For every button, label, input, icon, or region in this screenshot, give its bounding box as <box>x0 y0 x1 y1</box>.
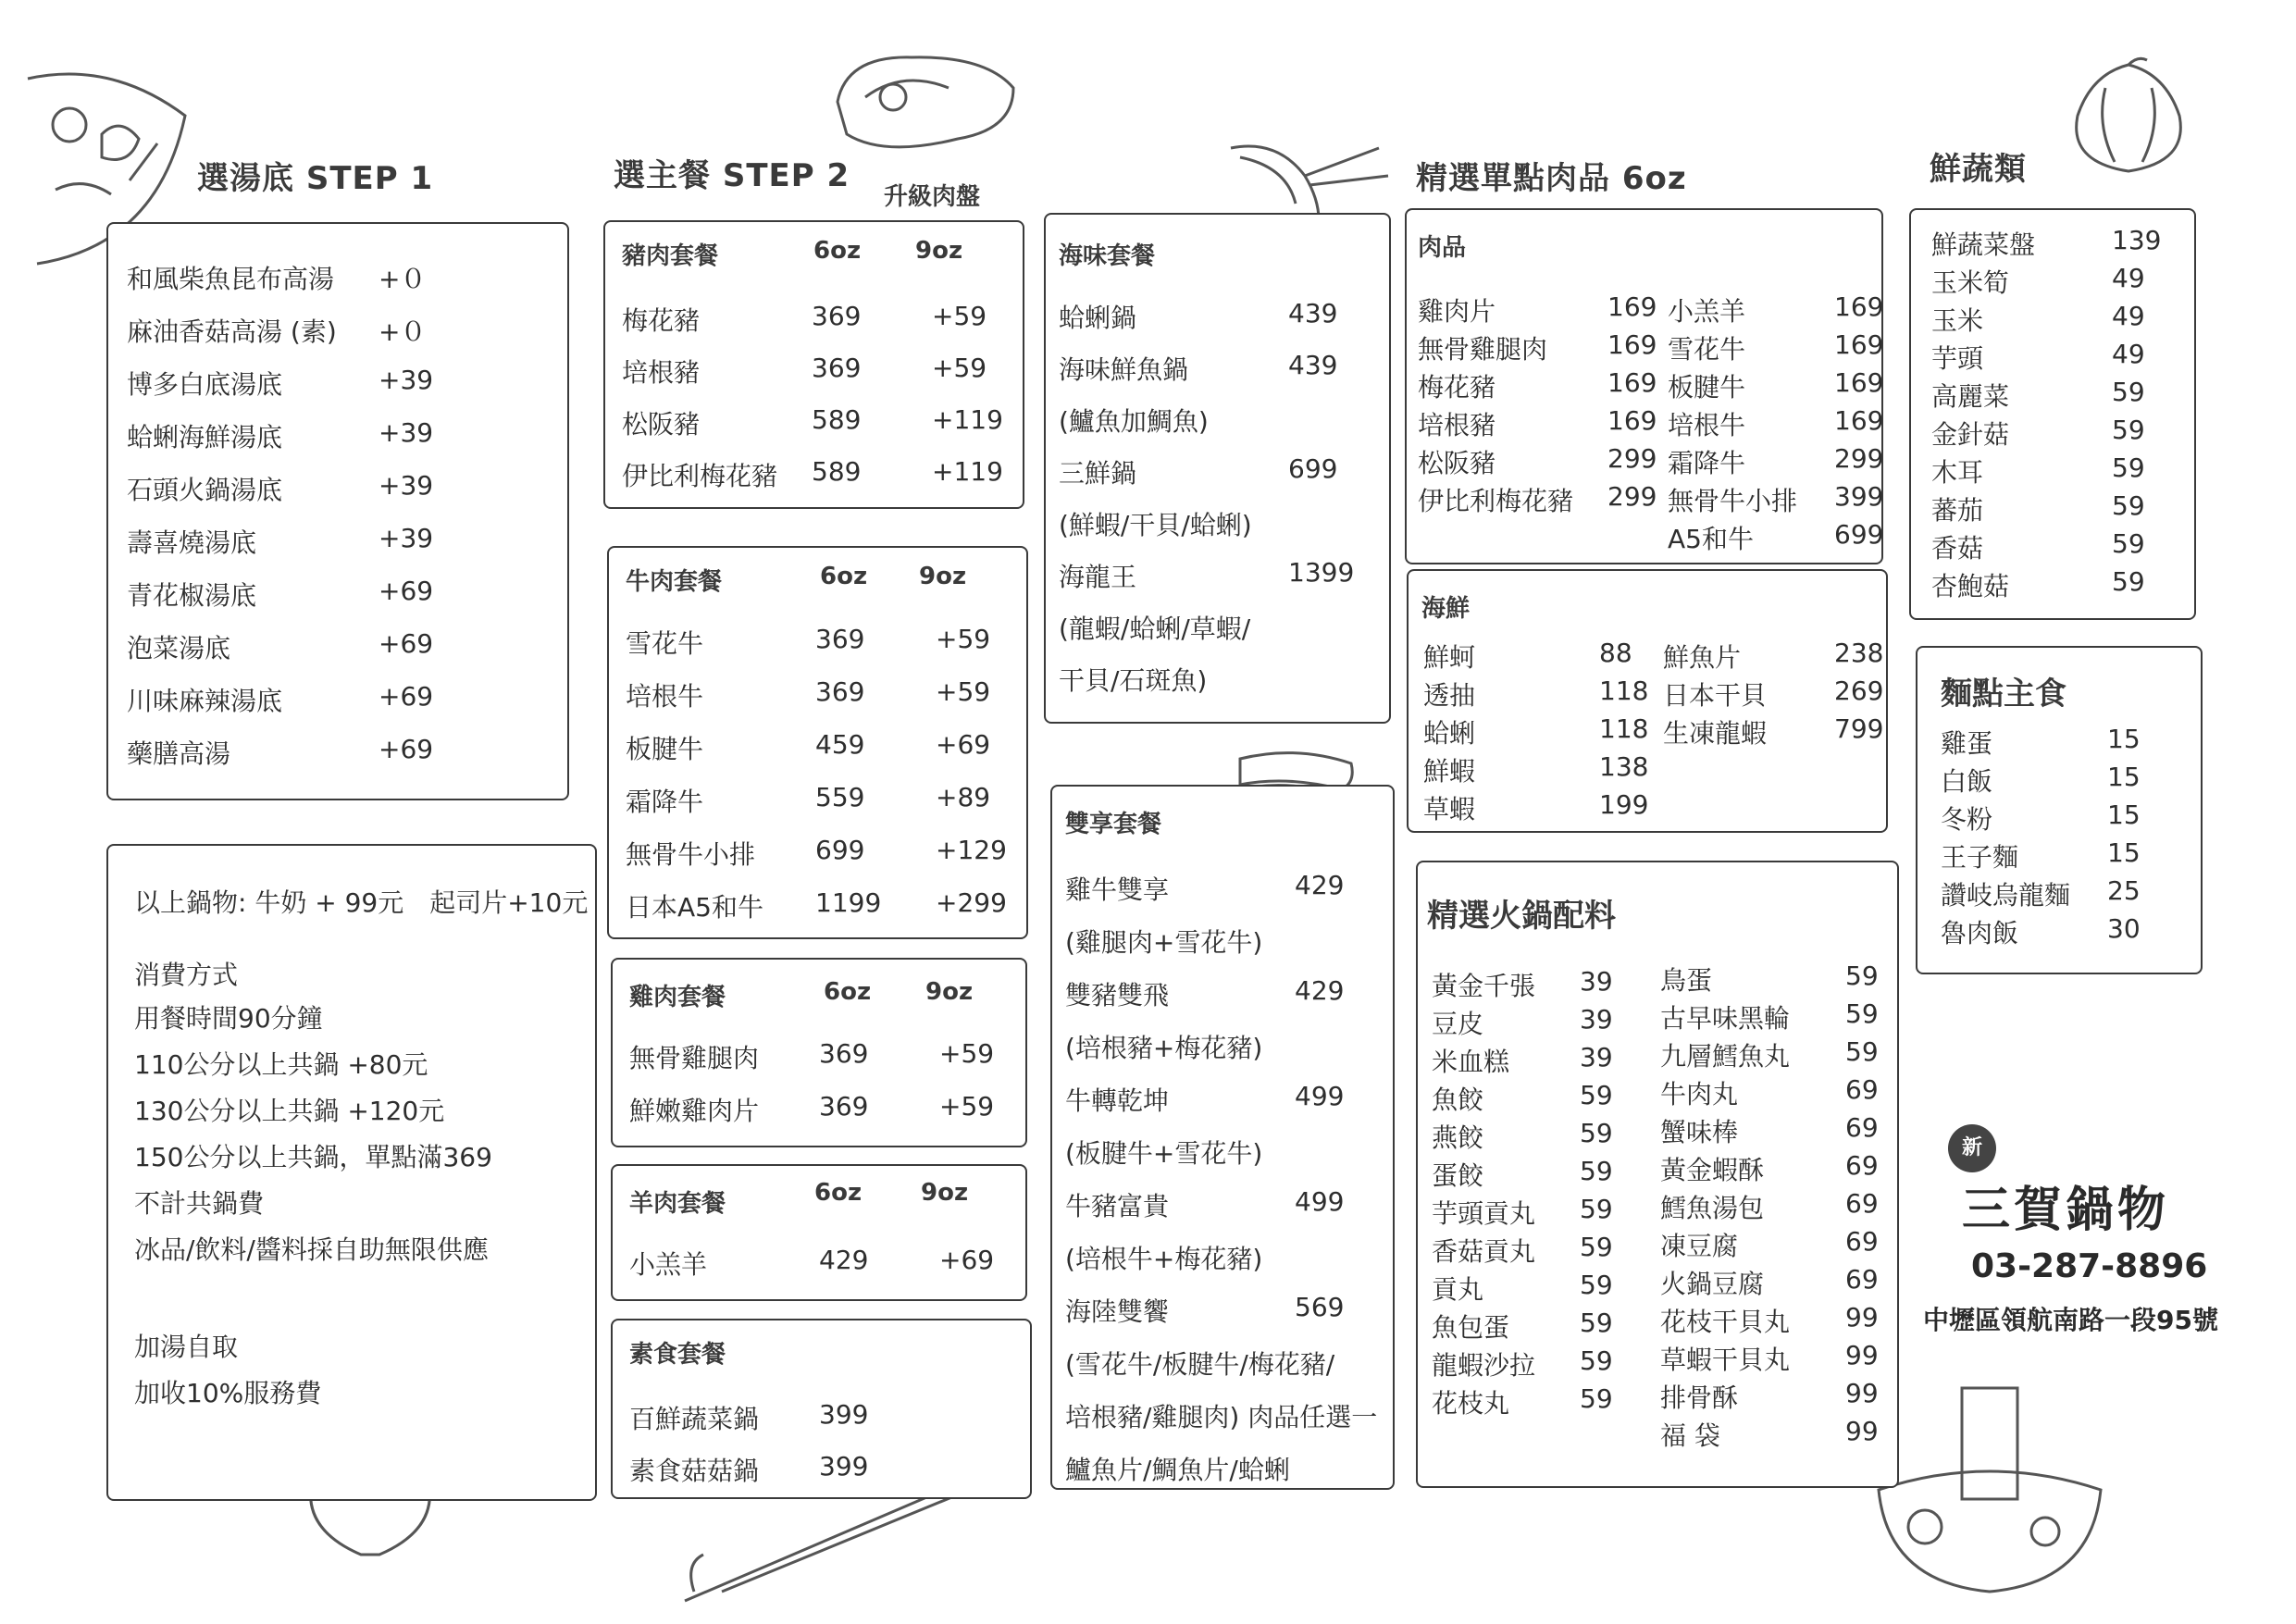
note-service-charge: 加收10%服務費 <box>134 1378 322 1408</box>
staples-title: 麵點主食 <box>1941 676 2066 713</box>
item-price: 499 <box>1295 1081 1345 1111</box>
pork-6oz-header: 6oz <box>813 237 862 265</box>
note-toppings: 以上鍋物: 牛奶 + 99元 起司片+10元 <box>134 887 589 918</box>
item-price: 99 <box>1845 1302 1879 1333</box>
item-price: 269 <box>1834 676 1884 706</box>
veg-set-panel <box>611 1319 1032 1499</box>
price-9oz: +59 <box>936 676 991 707</box>
item-name: 雞牛雙享 <box>1065 874 1170 905</box>
item-name: 草蝦 <box>1423 794 1476 824</box>
lamb-set-panel <box>611 1164 1027 1301</box>
item-name: 魚包蛋 <box>1432 1312 1510 1343</box>
item-name: 九層鱈魚丸 <box>1660 1041 1791 1072</box>
seafood-set-title: 海味套餐 <box>1059 242 1156 270</box>
item-price: 118 <box>1599 713 1649 744</box>
soup-name: 壽喜燒湯底 <box>127 527 257 558</box>
soup-price: +０ <box>379 316 427 347</box>
item-price: 299 <box>1607 481 1657 512</box>
soup-price: +69 <box>379 734 434 764</box>
item-price: 59 <box>1580 1156 1613 1186</box>
item-price: 59 <box>2112 566 2145 597</box>
price-6oz: 369 <box>812 301 862 331</box>
item-price: 169 <box>1607 291 1657 322</box>
item-name: 板腱牛 <box>1668 372 1746 403</box>
item-price: 59 <box>1580 1080 1613 1110</box>
item-name: 海龍王 <box>1059 562 1137 592</box>
soup-price: +69 <box>379 681 434 712</box>
item-name: (培根牛+梅花豬) <box>1065 1244 1263 1274</box>
note-dining-time: 用餐時間90分鐘 <box>134 1003 323 1034</box>
item-price: 299 <box>1834 443 1884 474</box>
item-price: 69 <box>1845 1188 1879 1219</box>
item-price: 88 <box>1599 638 1632 668</box>
price-9oz: +59 <box>936 624 991 654</box>
price-9oz: +299 <box>936 887 1007 918</box>
item-name: 魚餃 <box>1432 1085 1484 1115</box>
item-name: 霜降牛 <box>626 787 704 817</box>
item-name: A5和牛 <box>1668 524 1754 554</box>
item-price: 30 <box>2107 913 2141 944</box>
item-name: 松阪豬 <box>1418 448 1496 478</box>
item-price: 699 <box>1288 453 1338 484</box>
item-price: 169 <box>1607 329 1657 360</box>
item-name: 小羔羊 <box>1668 296 1746 327</box>
item-name: (鱸魚加鯛魚) <box>1059 406 1209 437</box>
item-name: 鮮嫩雞肉片 <box>629 1096 760 1126</box>
item-name: 燕餃 <box>1432 1122 1484 1153</box>
item-name: (雞腿肉+雪花牛) <box>1065 927 1263 958</box>
item-price: 238 <box>1834 638 1884 668</box>
item-price: 69 <box>1845 1074 1879 1105</box>
item-price: 59 <box>2112 377 2145 407</box>
item-name: 鱸魚片/鯛魚片/蛤蜊 <box>1065 1455 1290 1485</box>
ala-carte-title: 精選單點肉品 6oz <box>1416 160 1687 197</box>
soup-name: 青花椒湯底 <box>127 580 257 611</box>
item-name: 鳥蛋 <box>1660 965 1713 996</box>
item-name: 蕃茄 <box>1931 495 1984 526</box>
price-6oz: 459 <box>815 729 865 760</box>
soup-price: +69 <box>379 576 434 606</box>
item-name: 草蝦干貝丸 <box>1660 1345 1791 1375</box>
item-price: 39 <box>1580 1004 1613 1035</box>
item-name: 素食菇菇鍋 <box>629 1456 760 1486</box>
item-name: 魯肉飯 <box>1941 918 2019 948</box>
item-name: 伊比利梅花豬 <box>622 461 778 491</box>
item-name: 玉米筍 <box>1931 267 2010 298</box>
item-name: 黃金千張 <box>1432 971 1536 1001</box>
price-9oz: +59 <box>939 1038 995 1069</box>
item-name: 日本干貝 <box>1663 680 1768 711</box>
item-price: 1399 <box>1288 557 1355 588</box>
item-price: 59 <box>1845 1036 1879 1067</box>
item-name: 福 袋 <box>1660 1420 1720 1451</box>
item-name: 雪花牛 <box>1668 334 1746 365</box>
item-name: 牛肉丸 <box>1660 1079 1739 1110</box>
item-price: 99 <box>1845 1340 1879 1370</box>
item-name: 米血糕 <box>1432 1047 1510 1077</box>
item-price: 59 <box>1580 1118 1613 1148</box>
upgrade-label: 升級肉盤 <box>884 183 981 211</box>
note-130cm: 130公分以上共鍋 +120元 <box>134 1096 445 1126</box>
item-price: 59 <box>1845 961 1879 991</box>
main-section-title: 選主餐 STEP 2 <box>614 157 850 194</box>
item-name: 蛋餃 <box>1432 1160 1484 1191</box>
new-badge: 新 <box>1948 1124 1996 1172</box>
beef-set-title: 牛肉套餐 <box>626 568 723 596</box>
item-name: (培根豬+梅花豬) <box>1065 1033 1263 1063</box>
ingredients-panel <box>1416 861 1899 1488</box>
item-price: 169 <box>1834 405 1884 436</box>
item-name: 讚岐烏龍麵 <box>1941 880 2071 911</box>
item-name: 松阪豬 <box>622 409 701 440</box>
item-name: (板腱牛+雪花牛) <box>1065 1138 1263 1169</box>
item-price: 199 <box>1599 789 1649 820</box>
item-name: 木耳 <box>1931 457 1984 488</box>
item-price: 429 <box>1295 870 1345 900</box>
pork-set-panel <box>603 220 1024 509</box>
item-price: 59 <box>1580 1232 1613 1262</box>
item-name: 凍豆腐 <box>1660 1231 1739 1261</box>
item-name: 鮮蝦 <box>1423 756 1476 787</box>
item-price: 69 <box>1845 1112 1879 1143</box>
store-phone: 03-287-8896 <box>1971 1247 2208 1285</box>
steak-icon <box>828 46 1023 157</box>
item-name: 冬粉 <box>1941 804 1993 835</box>
item-price: 39 <box>1580 966 1613 997</box>
item-name: 香菇貢丸 <box>1432 1236 1536 1267</box>
item-price: 49 <box>2112 263 2145 293</box>
item-price: 569 <box>1295 1292 1345 1322</box>
item-price: 69 <box>1845 1226 1879 1257</box>
item-name: 鮮魚片 <box>1663 642 1742 673</box>
item-name: 鱈魚湯包 <box>1660 1193 1765 1223</box>
ingredients-title: 精選火鍋配料 <box>1427 898 1616 935</box>
soup-name: 石頭火鍋湯底 <box>127 475 283 505</box>
price-9oz: +119 <box>932 456 1003 487</box>
item-name: 三鮮鍋 <box>1059 458 1137 489</box>
item-price: 499 <box>1295 1186 1345 1217</box>
item-price: 138 <box>1599 751 1649 782</box>
veggies-title: 鮮蔬類 <box>1930 151 2027 188</box>
price-6oz: 559 <box>815 782 865 812</box>
item-price: 169 <box>1834 291 1884 322</box>
item-name: 花枝干貝丸 <box>1660 1307 1791 1337</box>
item-name: 貢丸 <box>1432 1274 1484 1305</box>
staples-panel <box>1916 646 2203 974</box>
chicken-6oz-header: 6oz <box>824 978 872 1006</box>
item-name: (龍蝦/蛤蜊/草蝦/ <box>1059 614 1251 644</box>
item-price: 59 <box>1580 1345 1613 1376</box>
item-name: 龍蝦沙拉 <box>1432 1350 1536 1381</box>
item-name: 海味鮮魚鍋 <box>1059 354 1189 385</box>
soup-price: +69 <box>379 628 434 659</box>
item-name: 培根豬/雞腿肉) 肉品任選一 <box>1065 1402 1378 1432</box>
onion-icon <box>2059 51 2198 180</box>
price-6oz: 369 <box>819 1091 869 1122</box>
pork-set-title: 豬肉套餐 <box>622 242 719 270</box>
item-price: 799 <box>1834 713 1884 744</box>
item-price: 59 <box>2112 415 2145 445</box>
meat-panel <box>1405 208 1883 564</box>
item-name: 金針菇 <box>1931 419 2010 450</box>
item-price: 99 <box>1845 1416 1879 1446</box>
soup-price: +０ <box>379 264 427 294</box>
item-price: 15 <box>2107 837 2141 868</box>
item-price: 49 <box>2112 301 2145 331</box>
item-name: (雪花牛/板腱牛/梅花豬/ <box>1065 1349 1335 1380</box>
item-name: 高麗菜 <box>1931 381 2010 412</box>
chicken-set-panel <box>611 958 1027 1147</box>
item-name: 培根牛 <box>626 681 704 712</box>
soup-name: 博多白底湯底 <box>127 369 283 400</box>
price-6oz: 699 <box>815 835 865 865</box>
soup-price: +39 <box>379 523 434 553</box>
item-name: 雞蛋 <box>1941 728 1993 759</box>
item-name: 牛轉乾坤 <box>1065 1085 1170 1116</box>
double-set-title: 雙享套餐 <box>1065 811 1162 838</box>
item-price: 439 <box>1288 298 1338 329</box>
soup-panel <box>106 222 569 800</box>
item-name: 雙豬雙飛 <box>1065 980 1170 1010</box>
item-name: 小羔羊 <box>629 1249 708 1280</box>
item-name: 板腱牛 <box>626 734 704 764</box>
item-name: 牛豬富貴 <box>1065 1191 1170 1221</box>
item-price: 59 <box>1580 1383 1613 1414</box>
item-name: 培根豬 <box>622 357 701 388</box>
price-9oz: +59 <box>939 1091 995 1122</box>
item-name: 火鍋豆腐 <box>1660 1269 1765 1299</box>
item-name: 無骨雞腿肉 <box>629 1043 760 1073</box>
item-price: 299 <box>1607 443 1657 474</box>
item-name: 排骨酥 <box>1660 1382 1739 1413</box>
lamb-9oz-header: 9oz <box>921 1179 969 1207</box>
price-6oz: 1199 <box>815 887 882 918</box>
price-9oz: +59 <box>932 301 987 331</box>
item-name: 黃金蝦酥 <box>1660 1155 1765 1185</box>
item-name: 培根牛 <box>1668 410 1746 440</box>
item-name: 王子麵 <box>1941 842 2019 873</box>
item-price: 169 <box>1834 329 1884 360</box>
price-9oz: +129 <box>936 835 1007 865</box>
item-name: 雪花牛 <box>626 628 704 659</box>
beef-6oz-header: 6oz <box>820 563 868 590</box>
item-name: 古早味黑輪 <box>1660 1003 1791 1034</box>
note-consumption-heading: 消費方式 <box>134 960 239 990</box>
meat-label: 肉品 <box>1418 234 1467 262</box>
price-9oz: +59 <box>932 353 987 383</box>
item-price: 399 <box>819 1451 869 1481</box>
store-address: 中壢區領航南路一段95號 <box>1923 1305 2218 1335</box>
price-9oz: +119 <box>932 404 1003 435</box>
item-name: 無骨牛小排 <box>626 839 756 870</box>
seafood-ala-carte-panel <box>1407 569 1888 833</box>
item-name: 花枝丸 <box>1432 1388 1510 1419</box>
item-price: 15 <box>2107 724 2141 754</box>
item-price: 169 <box>1834 367 1884 398</box>
item-name: 香菇 <box>1931 533 1984 564</box>
item-name: 蛤蜊鍋 <box>1059 303 1137 333</box>
item-price: 15 <box>2107 800 2141 830</box>
beef-9oz-header: 9oz <box>919 563 967 590</box>
price-6oz: 369 <box>812 353 862 383</box>
soup-name: 川味麻辣湯底 <box>127 686 283 716</box>
item-name: 干貝/石斑魚) <box>1059 665 1208 696</box>
soup-price: +39 <box>379 417 434 448</box>
note-soup-refill: 加湯自取 <box>134 1332 239 1362</box>
pork-9oz-header: 9oz <box>915 237 963 265</box>
item-name: 芋頭 <box>1931 343 1984 374</box>
veg-set-title: 素食套餐 <box>629 1341 726 1369</box>
price-6oz: 369 <box>819 1038 869 1069</box>
chicken-9oz-header: 9oz <box>925 978 974 1006</box>
item-price: 99 <box>1845 1378 1879 1408</box>
item-name: 梅花豬 <box>622 305 701 336</box>
veggies-panel <box>1909 208 2196 620</box>
price-9oz: +69 <box>939 1245 995 1275</box>
item-price: 69 <box>1845 1264 1879 1295</box>
note-no-share-fee: 不計共鍋費 <box>134 1188 265 1219</box>
note-110cm: 110公分以上共鍋 +80元 <box>134 1049 428 1080</box>
beef-set-panel <box>607 546 1028 939</box>
item-price: 69 <box>1845 1150 1879 1181</box>
item-name: 無骨雞腿肉 <box>1418 334 1548 365</box>
item-price: 25 <box>2107 875 2141 906</box>
item-name: 日本A5和牛 <box>626 892 763 923</box>
double-set-panel <box>1050 785 1395 1490</box>
soup-section-title: 選湯底 STEP 1 <box>197 160 434 197</box>
item-name: 豆皮 <box>1432 1009 1484 1039</box>
item-name: 雞肉片 <box>1418 296 1496 327</box>
price-6oz: 589 <box>812 456 862 487</box>
item-name: 白飯 <box>1941 766 1993 797</box>
item-price: 39 <box>1580 1042 1613 1072</box>
soup-price: +39 <box>379 470 434 501</box>
item-name: 梅花豬 <box>1418 372 1496 403</box>
item-price: 399 <box>1834 481 1884 512</box>
note-self-service: 冰品/飲料/醬料採自助無限供應 <box>134 1234 489 1265</box>
item-price: 59 <box>1580 1194 1613 1224</box>
item-name: 伊比利梅花豬 <box>1418 486 1574 516</box>
lamb-set-title: 羊肉套餐 <box>629 1190 726 1218</box>
item-price: 15 <box>2107 762 2141 792</box>
item-name: 鮮蔬菜盤 <box>1931 229 2036 260</box>
item-name: 蟹味棒 <box>1660 1117 1739 1147</box>
item-name: 霜降牛 <box>1668 448 1746 478</box>
lamb-6oz-header: 6oz <box>814 1179 863 1207</box>
item-price: 118 <box>1599 676 1649 706</box>
soup-name: 和風柴魚昆布高湯 <box>127 264 335 294</box>
item-price: 169 <box>1607 405 1657 436</box>
notes-panel <box>106 844 597 1501</box>
chicken-set-title: 雞肉套餐 <box>629 984 726 1011</box>
item-name: 芋頭貢丸 <box>1432 1198 1536 1229</box>
item-name: 海陸雙饗 <box>1065 1296 1170 1327</box>
item-name: 透抽 <box>1423 680 1476 711</box>
soup-name: 蛤蜊海鮮湯底 <box>127 422 283 452</box>
soup-name: 麻油香菇高湯 (素) <box>127 316 337 347</box>
price-6oz: 369 <box>815 624 865 654</box>
item-price: 399 <box>819 1399 869 1430</box>
item-price: 59 <box>1580 1308 1613 1338</box>
price-6oz: 589 <box>812 404 862 435</box>
item-name: 杏鮑菇 <box>1931 571 2010 601</box>
item-name: (鮮蝦/干貝/蛤蜊) <box>1059 510 1252 540</box>
item-price: 139 <box>2112 225 2162 255</box>
price-6oz: 429 <box>819 1245 869 1275</box>
item-name: 培根豬 <box>1418 410 1496 440</box>
seafood-label: 海鮮 <box>1421 595 1471 623</box>
item-name: 百鮮蔬菜鍋 <box>629 1404 760 1434</box>
item-price: 429 <box>1295 975 1345 1006</box>
item-price: 59 <box>2112 490 2145 521</box>
item-price: 59 <box>1580 1270 1613 1300</box>
note-150cm: 150公分以上共鍋，單點滿369 <box>134 1142 492 1172</box>
item-name: 鮮蚵 <box>1423 642 1476 673</box>
soup-name: 藥膳高湯 <box>127 738 231 769</box>
store-name: 三賀鍋物 <box>1962 1183 2170 1238</box>
item-name: 生凍龍蝦 <box>1663 718 1768 749</box>
item-name: 玉米 <box>1931 305 1984 336</box>
soup-price: +39 <box>379 365 434 395</box>
item-price: 59 <box>1845 998 1879 1029</box>
item-price: 169 <box>1607 367 1657 398</box>
item-price: 699 <box>1834 519 1884 550</box>
item-name: 蛤蜊 <box>1423 718 1476 749</box>
price-9oz: +89 <box>936 782 991 812</box>
price-6oz: 369 <box>815 676 865 707</box>
hotpot-icon <box>1869 1379 2110 1601</box>
item-price: 59 <box>2112 528 2145 559</box>
price-9oz: +69 <box>936 729 991 760</box>
item-name: 無骨牛小排 <box>1668 486 1798 516</box>
item-price: 439 <box>1288 350 1338 380</box>
item-price: 49 <box>2112 339 2145 369</box>
item-price: 59 <box>2112 452 2145 483</box>
soup-name: 泡菜湯底 <box>127 633 231 663</box>
seafood-set-panel <box>1044 213 1391 724</box>
